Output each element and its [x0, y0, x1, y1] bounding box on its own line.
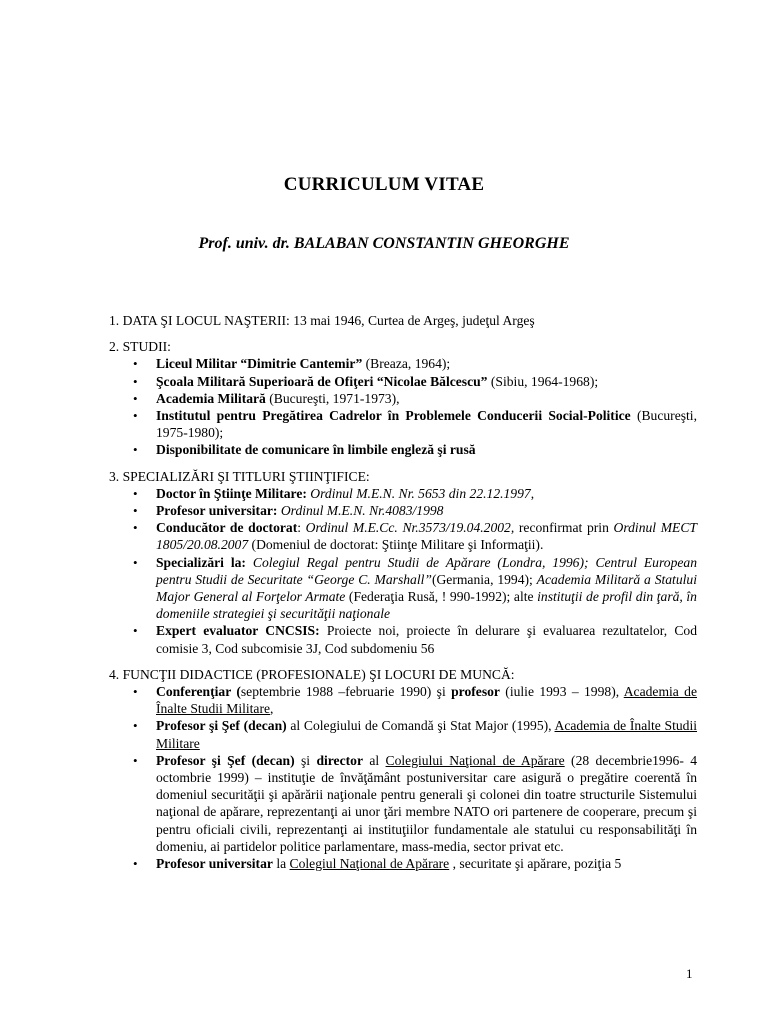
list-item: [109, 752, 697, 855]
section-titles: [109, 468, 697, 657]
list-item: [109, 717, 697, 751]
title-label: Expert evaluator CNCSIS:: [156, 623, 320, 639]
section-studies-heading: 2. STUDII:: [109, 339, 171, 355]
title-detail: (Domeniul de doctorat: Ştiinţe Militare şi Informaţii).: [248, 537, 544, 553]
title-institution: Academia Militară a Statului Major General al Forţelor Armate: [156, 571, 697, 605]
position-detail: şi: [294, 752, 317, 768]
position-detail: , securitate şi apărare, poziţia 5: [449, 856, 622, 872]
section-positions: [109, 666, 697, 872]
title-detail: (Germania, 1994);: [431, 571, 537, 587]
list-item: [109, 855, 697, 872]
list-item: [109, 554, 697, 623]
title-label: Specializări la:: [156, 554, 246, 570]
title-order: Ordinul MECT 1805/20.08.2007: [156, 520, 697, 553]
title-order: Ordinul M.E.N. Nr.4083/1998: [277, 503, 444, 519]
position-institution: Academia de Înalte Studii Militare: [156, 718, 698, 751]
title-label: Conducător de doctorat: [156, 520, 298, 536]
title-detail: Proiecte noi, proiecte în delurare şi evaluarea rezultatelor, Cod comisie 3, Cod subcomisie 3J, Cod subdomeniu 56: [156, 623, 698, 656]
list-item: [109, 355, 697, 372]
list-item: [109, 441, 697, 458]
title-detail: (Federaţia Rusă, ! 990-1992); alte: [345, 589, 538, 605]
position-label: Profesor universitar: [156, 856, 273, 872]
position-detail: (28 decembrie1996- 4 octombrie 1999) – instituţie de învăţământ postuniversitar care asigură o pregătire coerentă în domeniul securităţii şi apărării naţionale pentru generali şi colonei din toatre structurile Sistemului naţional de apărare, reprezentanţi ai unor ţări membre NATO ori partenere de cooperare, precum şi pentru oficiali civili, reprezentanţi ai instituţiilor fundamentale ale statului cu responsabilităţi în domeniu, ai partidelor politice parlamentare, mass-media, sector privat etc.: [156, 752, 698, 854]
study-name: Academia Militară: [156, 390, 266, 406]
title-institution: Colegiul Regal pentru Studii de Apărare (Londra, 1996); Centrul European pentru Studii de Securitate “George C. Marshall”: [156, 554, 697, 587]
document-subtitle: Prof. univ. dr. BALABAN CONSTANTIN GHEORGHE: [198, 235, 570, 252]
study-name: Liceul Militar “Dimitrie Cantemir”: [156, 356, 363, 372]
study-detail: (Breaza, 1964);: [362, 356, 451, 372]
document-title: CURRICULUM VITAE: [283, 174, 485, 195]
position-detail: septembrie 1988 –februarie 1990) şi: [240, 684, 452, 700]
section-titles-heading: 3. SPECIALIZĂRI ŞI TITLURI ŞTIINŢIFICE:: [109, 468, 370, 484]
study-detail: (Bucureşti, 1975-1980);: [156, 408, 697, 441]
list-item: [109, 485, 697, 502]
position-detail: al: [363, 752, 386, 768]
position-institution: Colegiul Naţional de Apărare: [289, 856, 450, 872]
study-name: Disponibilitate de comunicare în limbile engleză şi rusă: [156, 442, 476, 458]
positions-list: [109, 683, 697, 872]
position-institution: Academia de Înalte Studii Militare: [156, 684, 698, 717]
section-birth-heading: 1. DATA ŞI LOCUL NAŞTERII:: [109, 313, 290, 328]
list-item: [109, 502, 697, 519]
study-name: Şcoala Militară Superioară de Ofiţeri “Nicolae Bălcescu”: [156, 373, 488, 389]
position-detail: ,: [270, 701, 274, 717]
title-label: Profesor universitar:: [156, 503, 278, 519]
position-institution: Colegiului Naţional de Apărare: [385, 752, 565, 768]
position-label: profesor: [451, 684, 500, 700]
list-item: [109, 407, 697, 441]
list-item: [109, 683, 697, 717]
position-detail: la: [272, 856, 290, 872]
titles-list: [109, 485, 697, 657]
study-detail: (Sibiu, 1964-1968);: [487, 373, 599, 389]
position-label: Conferenţiar (: [156, 684, 241, 700]
position-detail: al Colegiului de Comandă şi Stat Major (1995),: [286, 718, 555, 734]
page-number: 1: [686, 966, 693, 981]
title-order: Ordinul M.E.Cc. Nr.3573/19.04.2002,: [305, 520, 515, 536]
list-item: [109, 622, 697, 656]
section-birth: [109, 312, 697, 329]
title-detail: reconfirmat prin: [514, 520, 614, 536]
list-item: [109, 519, 697, 553]
document-body: [109, 312, 697, 881]
section-positions-heading: 4. FUNCŢII DIDACTICE (PROFESIONALE) ŞI LOCURI DE MUNCĂ:: [109, 666, 515, 682]
position-detail: (iulie 1993 – 1998),: [499, 684, 624, 700]
title-order: Ordinul M.E.N. Nr. 5653 din 22.12.1997: [306, 485, 531, 501]
title-label: Doctor în Ştiinţe Militare:: [156, 485, 307, 501]
position-label: director: [316, 752, 363, 768]
study-name: Institutul pentru Pregătirea Cadrelor în Problemele Conducerii Social-Politice: [156, 408, 631, 424]
title-institution: instituţii de profil din ţară, în domeniile strategiei şi securităţii naţionale: [156, 589, 697, 622]
list-item: [109, 390, 697, 407]
title-detail: :: [297, 520, 306, 536]
studies-list: [109, 355, 697, 458]
list-item: [109, 373, 697, 390]
section-birth-value: 13 mai 1946, Curtea de Argeş, judeţul Argeş: [289, 313, 535, 328]
position-label: Profesor şi Şef (decan): [156, 718, 287, 734]
position-label: Profesor şi Şef (decan): [156, 752, 295, 768]
title-detail: ,: [530, 485, 535, 501]
study-detail: (Bucureşti, 1971-1973),: [265, 390, 400, 406]
section-studies: [109, 338, 697, 458]
section-birth-text: [109, 312, 697, 329]
